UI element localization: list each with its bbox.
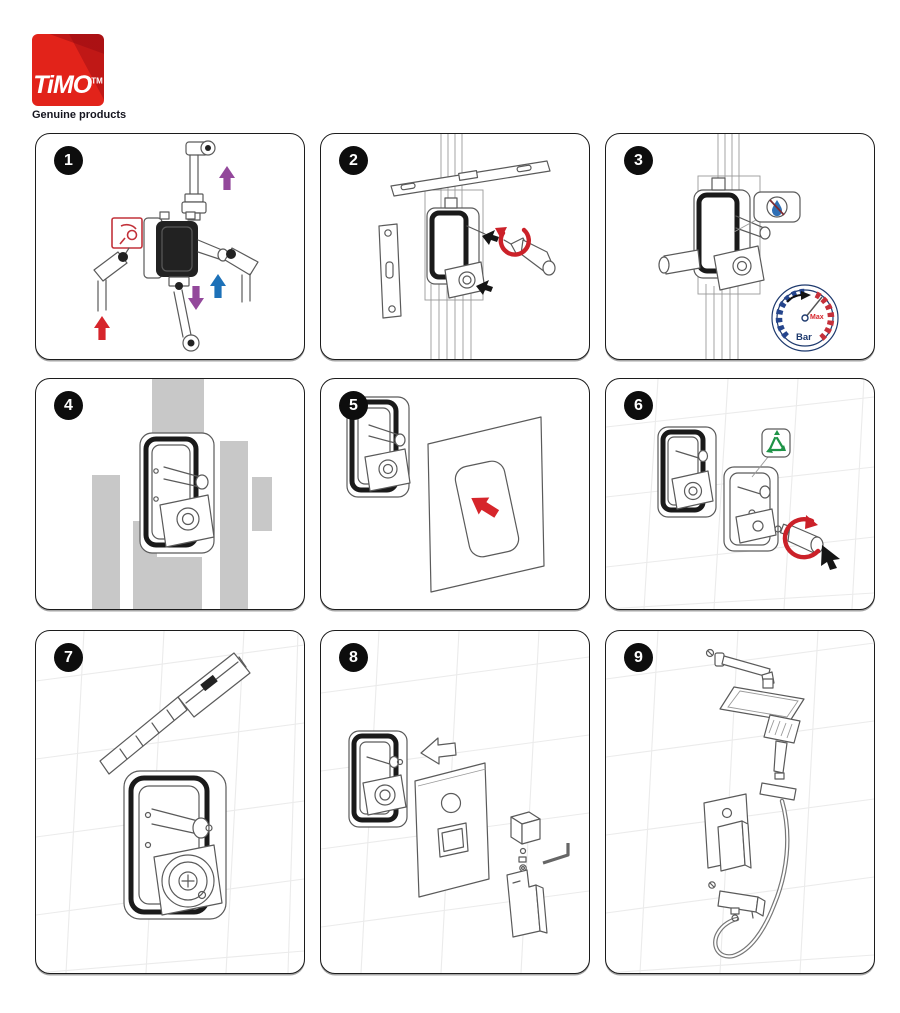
recessed-valve — [349, 731, 407, 827]
slide-on-arrow-outline — [421, 738, 456, 764]
step-number-badge: 3 — [624, 146, 653, 175]
step-number-badge: 7 — [54, 643, 83, 672]
valve-front-view — [124, 771, 226, 919]
step-panel-4 — [35, 378, 305, 610]
hot-inlet-arrow-red — [94, 316, 110, 340]
step-panel-5 — [320, 378, 590, 610]
top-outlet-pipe — [182, 141, 215, 220]
cold-inlet-elbow — [225, 248, 258, 302]
step-number-badge: 1 — [54, 146, 83, 175]
step-number-badge: 4 — [54, 391, 83, 420]
valve-unplugging — [724, 467, 823, 553]
step-number-badge: 8 — [339, 643, 368, 672]
wall-bracket — [760, 783, 796, 800]
utility-knife-icon — [100, 653, 250, 774]
step-panel-6 — [605, 378, 875, 610]
step-8-drawing — [321, 631, 589, 973]
step-panel-8 — [320, 630, 590, 974]
gauge-unit-label: Bar — [796, 332, 812, 343]
logo-red-square — [32, 34, 104, 106]
pressure-gauge — [772, 285, 838, 351]
step-number-badge: 2 — [339, 146, 368, 175]
tub-spout — [709, 882, 765, 921]
outlet-arrow-purple-down — [188, 286, 204, 310]
step-panel-7 — [35, 630, 305, 974]
trim-plate — [415, 763, 489, 897]
outlet-arrow-purple-up — [219, 166, 235, 190]
rain-shower-head — [720, 679, 804, 721]
valve-body — [427, 198, 485, 298]
logo-tagline: Genuine products — [32, 109, 127, 121]
step-panel-2 — [320, 133, 590, 360]
valve-body — [140, 433, 214, 553]
thread-seal-tape-icon — [112, 218, 142, 248]
hand-shower — [764, 715, 800, 779]
lever-handle-icon — [507, 870, 547, 937]
remove-arrow-black — [821, 545, 840, 570]
set-screw-parts — [519, 849, 526, 872]
valve-body — [659, 178, 770, 290]
step-number-badge: 5 — [339, 391, 368, 420]
cold-inlet-arrow-blue — [210, 274, 226, 298]
diverter-knob-icon — [511, 812, 540, 844]
logo-wordmark: TiMO™ — [33, 71, 103, 99]
step-7-drawing — [36, 631, 304, 973]
hot-inlet-elbow — [94, 218, 142, 311]
control-plate-with-lever — [704, 794, 751, 871]
step-number-badge: 9 — [624, 643, 653, 672]
step-9-drawing — [606, 631, 874, 973]
trademark-symbol: TM — [91, 76, 103, 86]
step-panel-3 — [605, 133, 875, 360]
mounting-bar-vertical — [379, 224, 401, 318]
step-number-badge: 6 — [624, 391, 653, 420]
mounting-bar-horizontal — [391, 161, 550, 196]
gauge-max-label: Max — [810, 314, 824, 321]
test-plug — [775, 524, 823, 553]
valve-with-cover — [658, 427, 716, 517]
brand-logo — [32, 34, 127, 121]
step-panel-1 — [35, 133, 305, 360]
step-panel-9 — [605, 630, 875, 974]
allen-key-icon — [543, 843, 568, 863]
